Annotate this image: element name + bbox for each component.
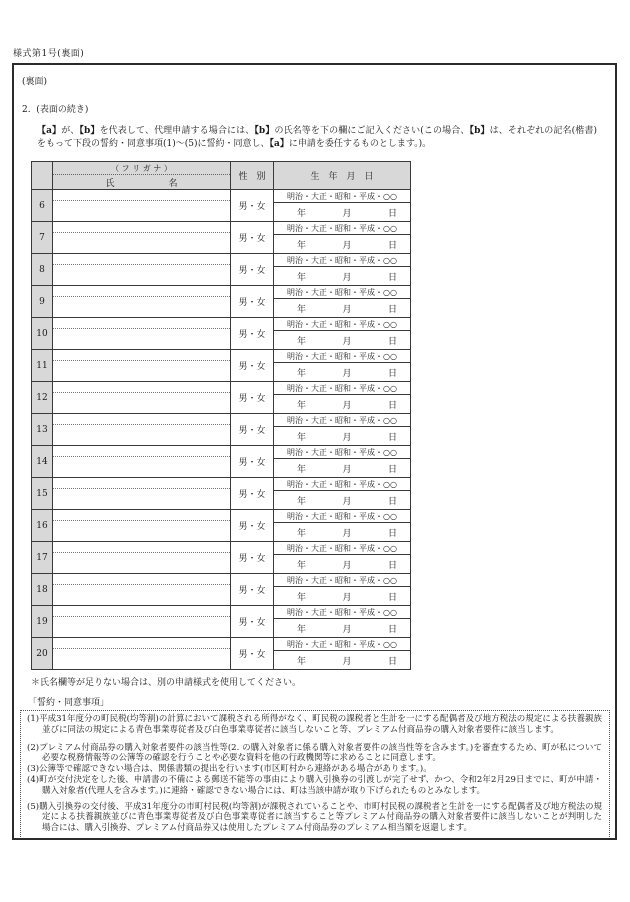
birth-cell [274, 318, 411, 350]
pledge-box [20, 710, 610, 839]
sex-cell: 男・女 [231, 382, 274, 414]
date-labels [274, 587, 410, 605]
day-label: 日 [387, 593, 397, 603]
day-label: 日 [387, 497, 397, 507]
pledge-item: (1)平成31年度分の町民税(均等割)の計算において課税される所得がなく、町民税の課税者と生計を一にする配偶者及び地方税法の規定による扶養親族並びに同法の規定による青色事業専従者及び白色事業専従者に該当しないこと等、プレミアム付商品券の購入対象者要件に該当します。 [27, 714, 602, 735]
sex-cell: 男・女 [231, 190, 274, 222]
year-label: 年 [297, 305, 307, 315]
era-options: 明治・大正・昭和・平成・○○ [274, 318, 410, 331]
name-cell [53, 222, 231, 254]
birth-cell [274, 222, 411, 254]
month-label: 月 [342, 369, 352, 379]
table-row [32, 222, 411, 254]
furigana-write-area [53, 510, 230, 521]
era-options: 明治・大正・昭和・平成・○○ [274, 606, 410, 619]
row-number-header [32, 162, 53, 190]
furigana-write-area [53, 350, 230, 361]
sex-cell: 男・女 [231, 478, 274, 510]
table-row [32, 254, 411, 286]
table-row [32, 350, 411, 382]
sex-cell: 男・女 [231, 446, 274, 478]
birth-cell [274, 254, 411, 286]
furigana-write-area [53, 286, 230, 297]
date-labels [274, 459, 410, 477]
table-row [32, 574, 411, 606]
row-number-cell: 16 [32, 510, 53, 542]
sex-cell: 男・女 [231, 542, 274, 574]
name-cell [53, 542, 231, 574]
era-options: 明治・大正・昭和・平成・○○ [274, 382, 410, 395]
sex-cell: 男・女 [231, 222, 274, 254]
birth-cell [274, 350, 411, 382]
day-label: 日 [387, 561, 397, 571]
month-label: 月 [342, 241, 352, 251]
sex-cell: 男・女 [231, 318, 274, 350]
row-number-cell: 6 [32, 190, 53, 222]
era-options: 明治・大正・昭和・平成・○○ [274, 638, 410, 651]
month-label: 月 [342, 625, 352, 635]
row-number-cell: 15 [32, 478, 53, 510]
day-label: 日 [387, 465, 397, 475]
date-labels [274, 267, 410, 285]
date-labels [274, 203, 410, 221]
furigana-write-area [53, 190, 230, 201]
birth-cell [274, 382, 411, 414]
era-options: 明治・大正・昭和・平成・○○ [274, 542, 410, 555]
member-table [31, 161, 411, 670]
birth-header [274, 162, 411, 190]
date-labels [274, 523, 410, 541]
pledge-item: (5)購入引換券の交付後、平成31年度分の市町村民税(均等割)が課税されていることや、市町村民税の課税者と生計を一にする配偶者及び地方税法の規定による扶養親族並びに青色事業専従者及び白色事業専従者に該当すること等プレミアム付商品券の購入対象者要件に該当しないことが判明した場合には、購入引換券、プレミアム付商品券又は使用したプレミアム付商品券のプレミアム相当額を返還します。 [27, 801, 602, 834]
row-number-cell: 7 [32, 222, 53, 254]
birth-cell [274, 542, 411, 574]
table-row [32, 382, 411, 414]
date-labels [274, 331, 410, 349]
table-row [32, 478, 411, 510]
era-options: 明治・大正・昭和・平成・○○ [274, 350, 410, 363]
furigana-write-area [53, 446, 230, 457]
table-row [32, 414, 411, 446]
month-label: 月 [342, 305, 352, 315]
month-label: 月 [342, 657, 352, 667]
row-number-cell: 13 [32, 414, 53, 446]
month-label: 月 [342, 401, 352, 411]
day-label: 日 [387, 369, 397, 379]
furigana-write-area [53, 542, 230, 553]
month-label: 月 [342, 273, 352, 283]
year-label: 年 [297, 241, 307, 251]
birth-cell [274, 574, 411, 606]
day-label: 日 [387, 241, 397, 251]
month-label: 月 [342, 529, 352, 539]
year-label: 年 [297, 625, 307, 635]
year-label: 年 [297, 401, 307, 411]
name-cell [53, 446, 231, 478]
era-options: 明治・大正・昭和・平成・○○ [274, 286, 410, 299]
name-cell [53, 606, 231, 638]
era-options: 明治・大正・昭和・平成・○○ [274, 254, 410, 267]
sex-cell: 男・女 [231, 414, 274, 446]
sex-cell: 男・女 [231, 574, 274, 606]
day-label: 日 [387, 305, 397, 315]
day-label: 日 [387, 529, 397, 539]
era-options: 明治・大正・昭和・平成・○○ [274, 574, 410, 587]
birth-cell [274, 638, 411, 670]
sex-cell: 男・女 [231, 606, 274, 638]
month-label: 月 [342, 593, 352, 603]
table-row [32, 318, 411, 350]
birth-cell [274, 190, 411, 222]
furigana-write-area [53, 222, 230, 233]
birth-cell [274, 286, 411, 318]
day-label: 日 [387, 209, 397, 219]
date-labels [274, 235, 410, 253]
day-label: 日 [387, 625, 397, 635]
sex-header [231, 162, 274, 190]
day-label: 日 [387, 433, 397, 443]
year-label: 年 [297, 497, 307, 507]
table-row [32, 510, 411, 542]
month-label: 月 [342, 561, 352, 571]
name-header [53, 162, 231, 190]
birth-cell [274, 414, 411, 446]
day-label: 日 [387, 657, 397, 667]
pledge-item: (2)プレミアム付商品券の購入対象者要件の該当性等(2. の購入対象者に係る購入対象者要件の該当性等を含みます。)を審査するため、町が私について必要な税務情報等の公簿等の確認を行うことや必要な資料を他の行政機関等に求めることに同意します。 [27, 742, 602, 764]
furigana-write-area [53, 574, 230, 585]
date-labels [274, 299, 410, 317]
furigana-write-area [53, 254, 230, 265]
year-label: 年 [297, 657, 307, 667]
month-label: 月 [342, 433, 352, 443]
name-cell [53, 382, 231, 414]
day-label: 日 [387, 401, 397, 411]
section-heading: 2. (表面の続き) [22, 105, 89, 115]
month-label: 月 [342, 337, 352, 347]
month-label: 月 [342, 497, 352, 507]
birth-cell [274, 510, 411, 542]
name-cell [53, 574, 231, 606]
pledge-item: (3)公簿等で確認できない場合は、関係書類の提出を行います(市区町村から連絡がある場合があります。)。 [27, 764, 432, 775]
name-cell [53, 254, 231, 286]
row-number-cell: 14 [32, 446, 53, 478]
year-label: 年 [297, 369, 307, 379]
day-label: 日 [387, 273, 397, 283]
birth-header-label: 生 年 月 日 [310, 172, 374, 182]
date-labels [274, 555, 410, 573]
furigana-write-area [53, 318, 230, 329]
year-label: 年 [297, 433, 307, 443]
form-outer-box [12, 63, 617, 840]
row-number-cell: 8 [32, 254, 53, 286]
date-labels [274, 619, 410, 637]
insufficient-rows-note: ＊氏名欄等が足りない場合は、別の申請様式を使用してください。 [31, 678, 302, 688]
table-row [32, 606, 411, 638]
year-label: 年 [297, 209, 307, 219]
era-options: 明治・大正・昭和・平成・○○ [274, 478, 410, 491]
date-labels [274, 427, 410, 445]
row-number-cell: 12 [32, 382, 53, 414]
table-row [32, 542, 411, 574]
name-cell [53, 318, 231, 350]
month-label: 月 [342, 209, 352, 219]
sex-cell: 男・女 [231, 510, 274, 542]
era-options: 明治・大正・昭和・平成・○○ [274, 190, 410, 203]
day-label: 日 [387, 337, 397, 347]
pledge-item: (4)町が交付決定をした後、申請書の不備による郵送不能等の事由により購入引換券の引渡しが完了せず、かつ、令和2年2月29日までに、町が申請・購入対象者(代理人を含みます。)に連絡・確認できない場合には、町は当該申請が取り下げられたものとみなします。 [27, 774, 602, 796]
era-options: 明治・大正・昭和・平成・○○ [274, 446, 410, 459]
table-row [32, 446, 411, 478]
sex-cell: 男・女 [231, 286, 274, 318]
furigana-write-area [53, 638, 230, 649]
name-cell [53, 414, 231, 446]
furigana-write-area [53, 382, 230, 393]
sex-header-label: 性 別 [238, 172, 266, 182]
name-cell [53, 478, 231, 510]
table-header-row [32, 162, 411, 190]
row-number-cell: 20 [32, 638, 53, 670]
era-options: 明治・大正・昭和・平成・○○ [274, 510, 410, 523]
form-code: 様式第1号(裏面) [13, 49, 85, 59]
birth-cell [274, 606, 411, 638]
pledge-title: 「誓約・同意事項」 [28, 698, 110, 708]
year-label: 年 [297, 465, 307, 475]
furigana-write-area [53, 478, 230, 489]
row-number-cell: 10 [32, 318, 53, 350]
sex-cell: 男・女 [231, 350, 274, 382]
furigana-write-area [53, 606, 230, 617]
name-cell [53, 510, 231, 542]
table-row [32, 286, 411, 318]
row-number-cell: 19 [32, 606, 53, 638]
name-header-label: 氏 名 [105, 178, 178, 189]
table-row [32, 190, 411, 222]
furigana-header-label: （ フ リ ガ ナ ） [53, 162, 230, 175]
year-label: 年 [297, 529, 307, 539]
sex-cell: 男・女 [231, 254, 274, 286]
furigana-write-area [53, 414, 230, 425]
name-cell [53, 638, 231, 670]
date-labels [274, 491, 410, 509]
birth-cell [274, 446, 411, 478]
table-row [32, 638, 411, 670]
date-labels [274, 651, 410, 669]
year-label: 年 [297, 561, 307, 571]
row-number-cell: 17 [32, 542, 53, 574]
birth-cell [274, 478, 411, 510]
row-number-cell: 18 [32, 574, 53, 606]
name-cell [53, 190, 231, 222]
month-label: 月 [342, 465, 352, 475]
year-label: 年 [297, 273, 307, 283]
side-label: (裏面) [22, 77, 48, 87]
name-cell [53, 286, 231, 318]
sex-cell: 男・女 [231, 638, 274, 670]
row-number-cell: 9 [32, 286, 53, 318]
date-labels [274, 363, 410, 381]
year-label: 年 [297, 593, 307, 603]
year-label: 年 [297, 337, 307, 347]
date-labels [274, 395, 410, 413]
instruction-text: 【a】が、【b】を代表して、代理申請する場合には、【b】の氏名等を下の欄にご記入ください(この場合、【b】は、それぞれの記名(楷書)をもって下段の誓約・同意事項(1)～(5)に誓約・同意し、【a】に申請を委任するものとします。)。 [37, 126, 597, 149]
era-options: 明治・大正・昭和・平成・○○ [274, 414, 410, 427]
era-options: 明治・大正・昭和・平成・○○ [274, 222, 410, 235]
name-cell [53, 350, 231, 382]
row-number-cell: 11 [32, 350, 53, 382]
